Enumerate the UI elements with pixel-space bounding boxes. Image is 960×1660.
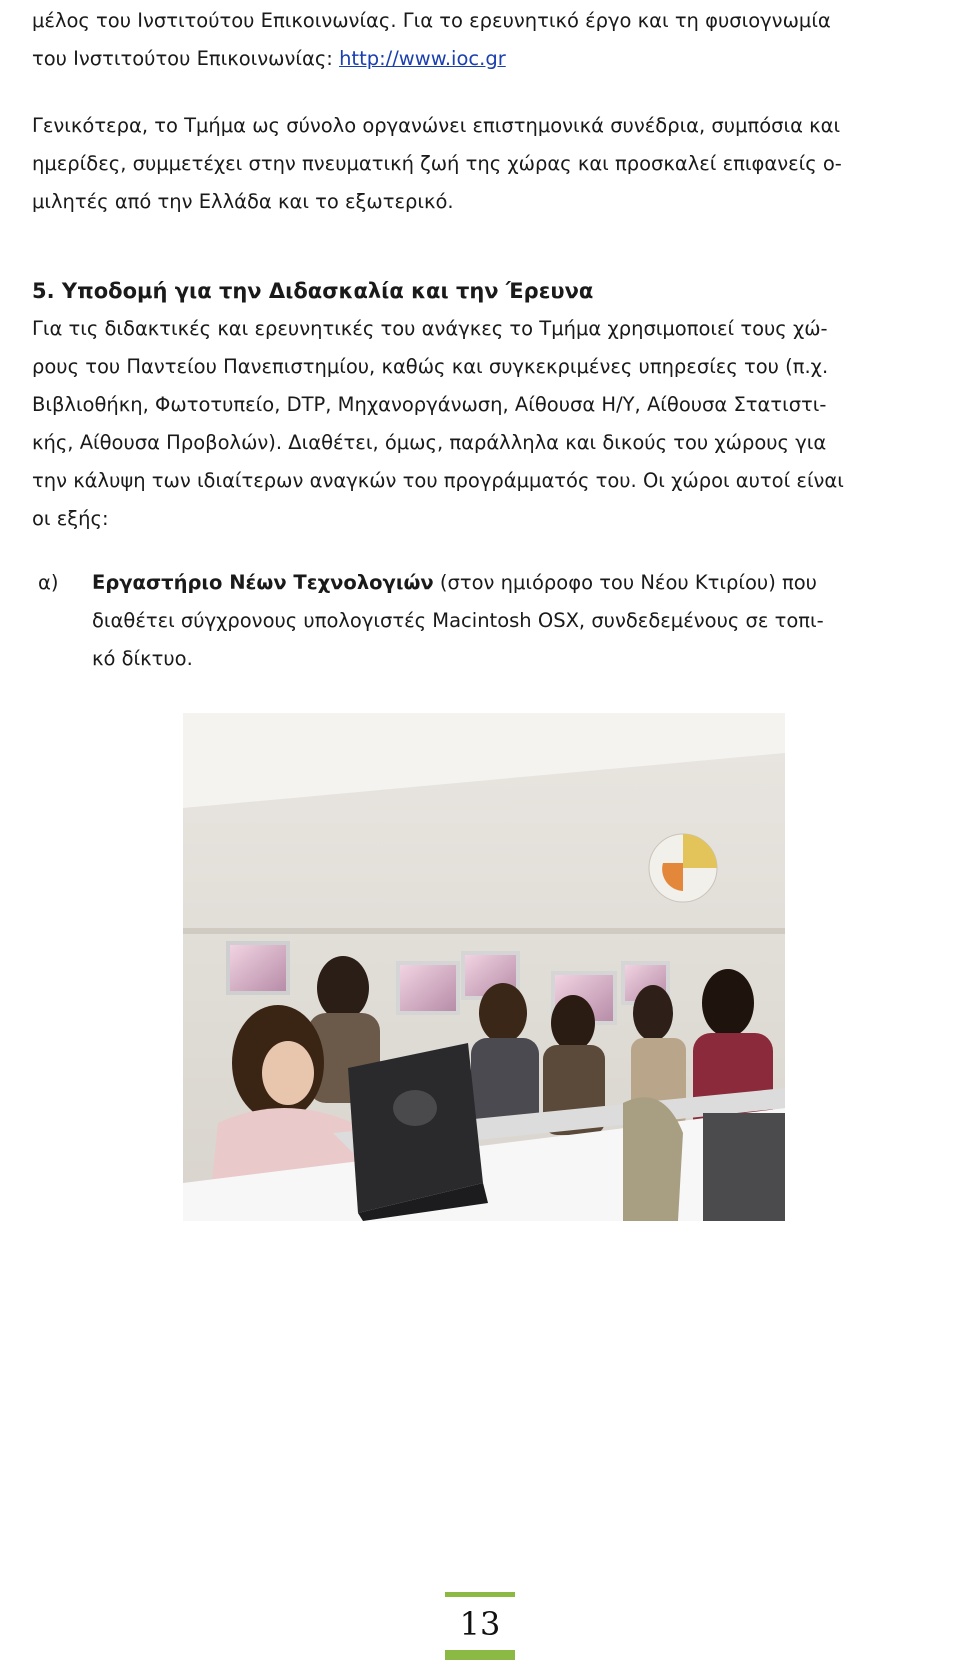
computer-lab-photo bbox=[183, 713, 785, 1221]
infra-line-4: κής, Αίθουσα Προβολών). Διαθέτει, όμως, παράλληλα και δικούς του χώρους για bbox=[32, 431, 827, 454]
item-a-line-1 bbox=[92, 564, 824, 602]
infra-line-1: Για τις διδακτικές και ερευνητικές του ανάγκες το Τμήμα χρησιμοποιεί τους χώ- bbox=[32, 317, 828, 340]
general-line-2: ημερίδες, συμμετέχει στην πνευματική ζωή της χώρας και προσκαλεί επιφανείς ο- bbox=[32, 152, 842, 175]
page-number: 13 bbox=[459, 1605, 501, 1643]
general-paragraph bbox=[32, 107, 842, 221]
general-line-3: μιλητές από την Ελλάδα και το εξωτερικό. bbox=[32, 190, 454, 213]
footer-accent-bar-bottom bbox=[445, 1650, 515, 1660]
lab-title: Εργαστήριο Νέων Τεχνολογιών bbox=[92, 571, 434, 594]
infra-line-3: Βιβλιοθήκη, Φωτοτυπείο, DTP, Μηχανοργάνωση, Αίθουσα Η/Υ, Αίθουσα Στατιστι- bbox=[32, 393, 827, 416]
footer-accent-bar-top bbox=[445, 1592, 515, 1597]
item-a-line-1-rest: (στον ημιόροφο του Νέου Κτιρίου) που bbox=[433, 571, 817, 594]
infra-line-6: οι εξής: bbox=[32, 507, 109, 530]
ioc-link[interactable]: http://www.ioc.gr bbox=[339, 47, 506, 70]
infrastructure-paragraph bbox=[32, 310, 844, 538]
intro-line-1: μέλος του Ινστιτούτου Επικοινωνίας. Για το ερευνητικό έργο και τη φυσιογνωμία bbox=[32, 9, 831, 32]
intro-paragraph bbox=[32, 2, 831, 78]
general-line-1: Γενικότερα, το Τμήμα ως σύνολο οργανώνει επιστημονικά συνέδρια, συμπόσια και bbox=[32, 114, 841, 137]
computer-lab-illustration bbox=[183, 713, 785, 1221]
list-item-a-text bbox=[92, 564, 824, 678]
list-marker: α) bbox=[38, 571, 59, 594]
intro-line-2 bbox=[32, 40, 831, 78]
infra-line-5: την κάλυψη των ιδιαίτερων αναγκών του προγράμματός του. Οι χώροι αυτοί είναι bbox=[32, 469, 844, 492]
intro-line-2-text: του Ινστιτούτου Επικοινωνίας: bbox=[32, 47, 340, 70]
infra-line-2: ρους του Παντείου Πανεπιστημίου, καθώς και συγκεκριμένες υπηρεσίες του (π.χ. bbox=[32, 355, 829, 378]
item-a-line-3: κό δίκτυο. bbox=[92, 647, 193, 670]
item-a-line-2: διαθέτει σύγχρονους υπολογιστές Macintosh OSX, συνδεδεμένους σε τοπι- bbox=[92, 609, 824, 632]
page-number-footer bbox=[445, 1592, 515, 1660]
section-heading: 5. Υποδομή για την Διδασκαλία και την Έρευνα bbox=[32, 279, 594, 303]
